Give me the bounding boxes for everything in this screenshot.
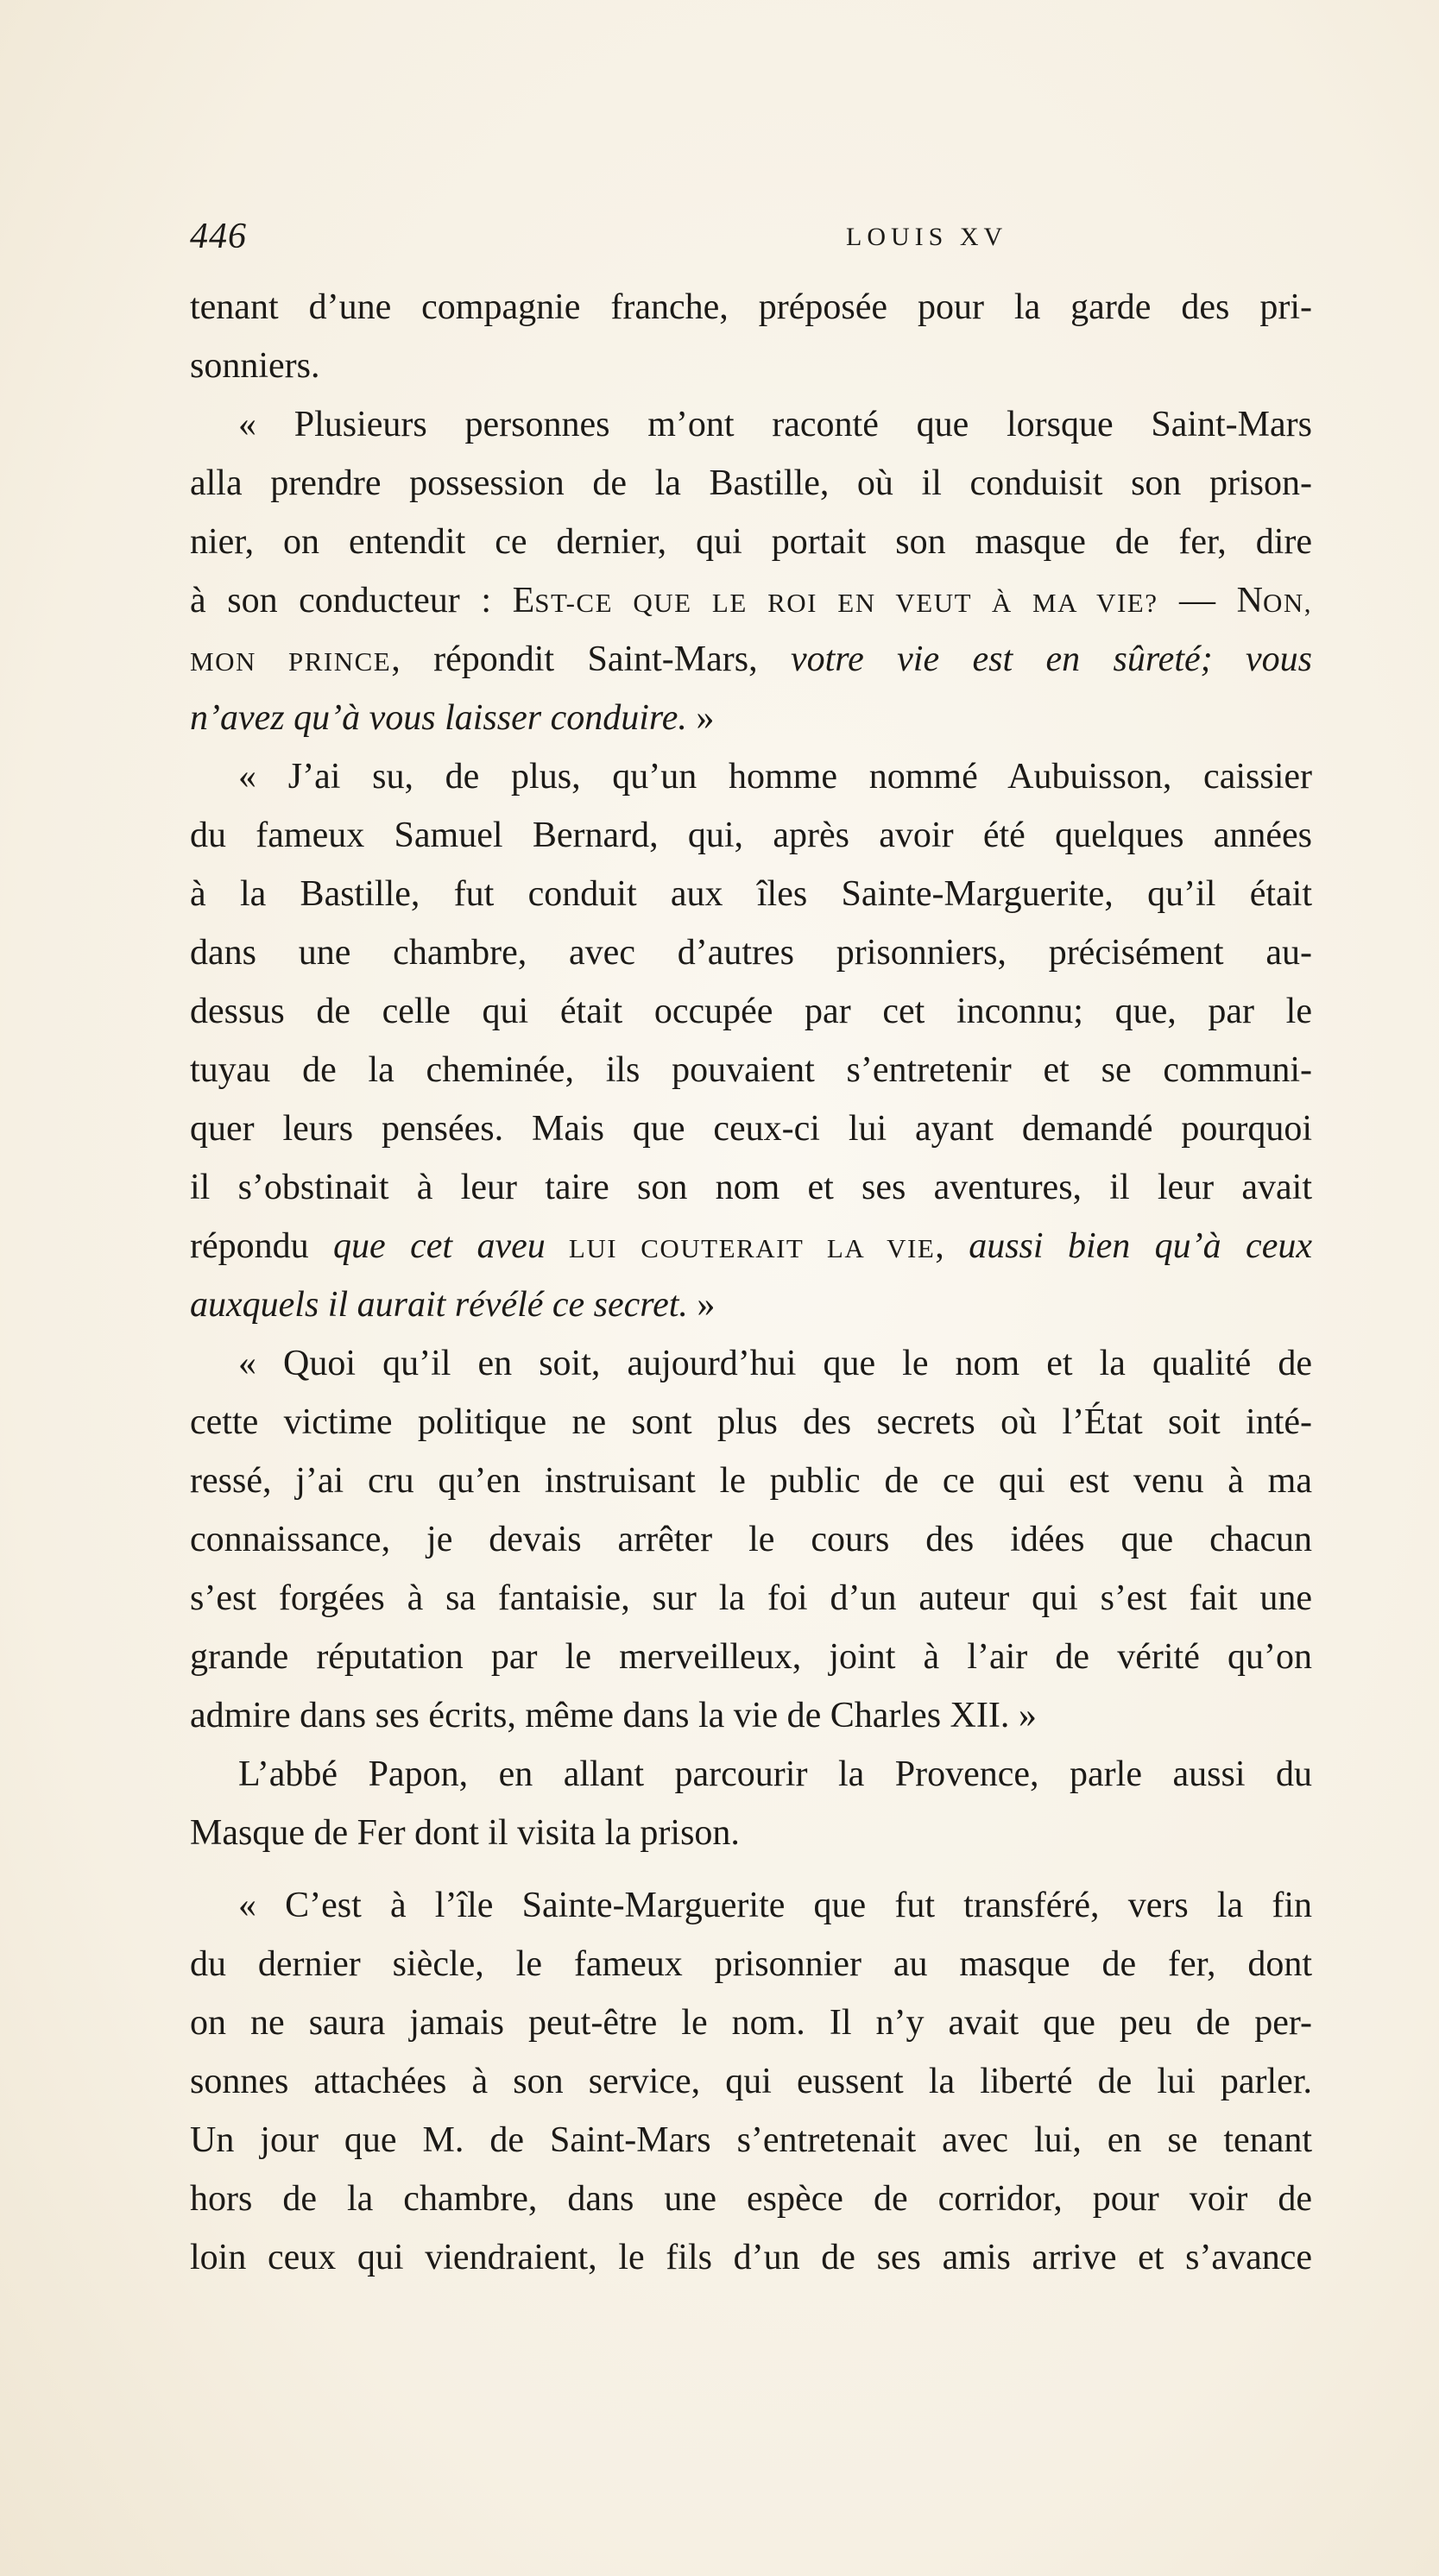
text-line: sonnes attachées à son service, qui eussent la liberté de lui parler. <box>190 2062 1312 2101</box>
text-span: à son conducteur : E <box>190 581 535 620</box>
text-line: il s’obstinait à leur taire son nom et ses aventures, il leur avait <box>190 1168 1312 1207</box>
small-caps-span: ST-CE QUE LE ROI EN VEUT À MA VIE? <box>534 588 1158 618</box>
italic-span: votre vie est en sûreté; vous <box>791 639 1312 679</box>
paragraph-4 <box>190 1334 1312 1745</box>
text-line: « J’ai su, de plus, qu’un homme nommé Aubuisson, caissier <box>238 757 1312 797</box>
text-line: L’abbé Papon, en allant parcourir la Provence, parle aussi du <box>238 1754 1312 1794</box>
paragraph-6 <box>190 1876 1312 2287</box>
text-line: « C’est à l’île Sainte-Marguerite que fut transféré, vers la fin <box>238 1886 1312 1925</box>
text-line: Masque de Fer dont il visita la prison. <box>190 1813 740 1853</box>
paragraph-1 <box>190 278 1312 395</box>
text-line: « Quoi qu’il en soit, aujourd’hui que le nom et la qualité de <box>238 1344 1312 1383</box>
text-line <box>190 630 1312 689</box>
text-line: alla prendre possession de la Bastille, où il conduisit son prison- <box>190 463 1312 503</box>
text-line: loin ceux qui viendraient, le fils d’un de ses amis arrive et s’avance <box>190 2238 1312 2277</box>
paragraph-2 <box>190 395 1312 747</box>
body-text <box>190 278 1312 2287</box>
text-line: quer leurs pensées. Mais que ceux-ci lui ayant demandé pourquoi <box>190 1109 1312 1149</box>
italic-span: n’avez qu’à vous laisser conduire. <box>190 698 687 738</box>
text-line: on ne saura jamais peut-être le nom. Il n’y avait que peu de per- <box>190 2003 1312 2043</box>
paragraph-gap <box>190 1862 1312 1876</box>
text-line <box>190 689 1312 747</box>
text-line: tenant d’une compagnie franche, préposée pour la garde des pri- <box>190 287 1312 327</box>
text-span: répondu <box>190 1226 334 1266</box>
text-span: » <box>686 698 715 738</box>
text-line: tuyau de la cheminée, ils pouvaient s’entretenir et se communi- <box>190 1050 1312 1090</box>
text-span: — N <box>1158 581 1263 620</box>
italic-span: auxquels il aurait révélé ce secret. <box>190 1285 688 1325</box>
text-line: grande réputation par le merveilleux, joint à l’air de vérité qu’on <box>190 1637 1312 1677</box>
text-line: « Plusieurs personnes m’ont raconté que lorsque Saint-Mars <box>238 405 1312 444</box>
page-header <box>190 216 1312 259</box>
text-line: Un jour que M. de Saint-Mars s’entretenait avec lui, en se tenant <box>190 2120 1312 2160</box>
italic-span: aussi bien qu’à ceux <box>969 1226 1312 1266</box>
text-line: cette victime politique ne sont plus des secrets où l’État soit inté- <box>190 1402 1312 1442</box>
text-line: ressé, j’ai cru qu’en instruisant le public de ce qui est venu à ma <box>190 1461 1312 1501</box>
small-caps-span: ON, <box>1262 588 1312 618</box>
text-line: s’est forgées à sa fantaisie, sur la foi d’un auteur qui s’est fait une <box>190 1578 1312 1618</box>
page-number: 446 <box>190 217 247 256</box>
italic-span: que cet aveu <box>333 1226 546 1266</box>
running-title: LOUIS XV <box>846 223 1008 251</box>
text-line: nier, on entendit ce dernier, qui portait son masque de fer, dire <box>190 522 1312 562</box>
text-line: hors de la chambre, dans une espèce de corridor, pour voir de <box>190 2179 1312 2219</box>
text-line: dessus de celle qui était occupée par cet inconnu; que, par le <box>190 992 1312 1031</box>
text-line: admire dans ses écrits, même dans la vie de Charles XII. » <box>190 1696 1037 1735</box>
text-line: du dernier siècle, le fameux prisonnier au masque de fer, dont <box>190 1944 1312 1984</box>
text-line <box>190 1275 1312 1334</box>
text-span: , répondit Saint-Mars, <box>391 639 791 679</box>
paragraph-3 <box>190 747 1312 1334</box>
paragraph-5 <box>190 1745 1312 1862</box>
text-line: à la Bastille, fut conduit aux îles Sainte-Marguerite, qu’il était <box>190 874 1312 914</box>
text-span: , <box>935 1226 969 1266</box>
text-line <box>190 1217 1312 1275</box>
small-caps-span: LUI COUTERAIT LA VIE <box>545 1233 936 1263</box>
text-span: » <box>687 1285 716 1325</box>
text-line: du fameux Samuel Bernard, qui, après avoir été quelques années <box>190 816 1312 855</box>
small-caps-span: MON PRINCE <box>190 646 392 677</box>
text-line: connaissance, je devais arrêter le cours des idées que chacun <box>190 1520 1312 1559</box>
text-line: sonniers. <box>190 346 320 386</box>
text-line <box>190 571 1312 630</box>
text-line: dans une chambre, avec d’autres prisonniers, précisément au- <box>190 933 1312 973</box>
